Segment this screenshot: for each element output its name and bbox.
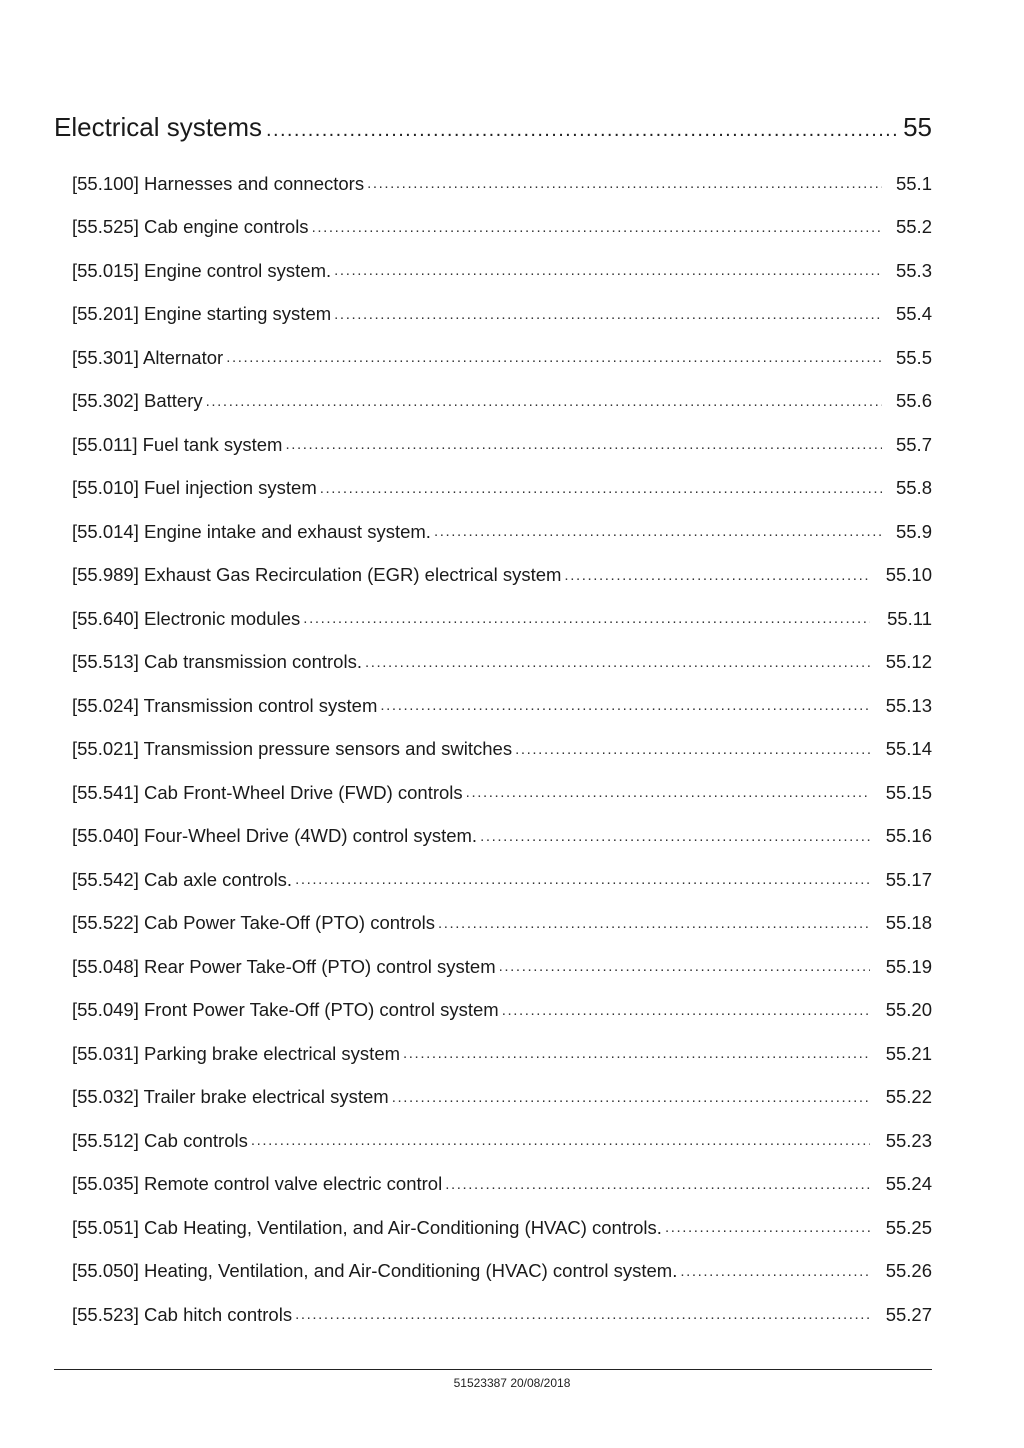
dot-leader: [365, 654, 870, 671]
toc-entry-page: 55.7: [895, 433, 932, 455]
dot-leader: [392, 1089, 870, 1106]
toc-entry-page: 55.26: [885, 1260, 932, 1282]
toc-entry[interactable]: [72, 902, 932, 946]
dot-leader: [480, 828, 870, 845]
toc-entry[interactable]: [72, 945, 932, 989]
section-heading[interactable]: [54, 112, 932, 150]
toc-entry[interactable]: [72, 162, 932, 206]
toc-entry-label: [55.035] Remote control valve electric control: [72, 1173, 443, 1195]
toc-entry-page: 55.16: [885, 825, 932, 847]
dot-leader: [403, 1045, 870, 1062]
toc-entry[interactable]: [72, 1206, 932, 1250]
dot-leader: [466, 784, 870, 801]
dot-leader: [438, 915, 870, 932]
toc-entry-page: 55.11: [887, 607, 932, 629]
dot-leader: [320, 480, 882, 497]
toc-entry-label: [55.050] Heating, Ventilation, and Air-Conditioning (HVAC) control system.: [72, 1260, 678, 1282]
toc-entry-page: 55.4: [895, 303, 932, 325]
toc-entry[interactable]: [72, 989, 932, 1033]
toc-entry[interactable]: [72, 380, 932, 424]
toc-entry[interactable]: [72, 1293, 932, 1337]
toc-entry-page: 55.5: [895, 346, 932, 368]
toc-entry-label: [55.051] Cab Heating, Ventilation, and Air-Conditioning (HVAC) controls.: [72, 1216, 662, 1238]
toc-entry-page: 55.6: [895, 390, 932, 412]
toc-entry-page: 55.15: [885, 781, 932, 803]
dot-leader: [312, 219, 882, 236]
dot-leader: [434, 523, 882, 540]
dot-leader: [665, 1219, 870, 1236]
toc-entry-page: 55.13: [885, 694, 932, 716]
dot-leader: [334, 306, 882, 323]
toc-entry[interactable]: [72, 1250, 932, 1294]
toc-entry-page: 55.21: [885, 1042, 932, 1064]
dot-leader: [251, 1132, 870, 1149]
dot-leader: [226, 349, 882, 366]
toc-entry-label: [55.302] Battery: [72, 390, 203, 412]
section-title: Electrical systems: [54, 112, 263, 142]
toc-entry[interactable]: [72, 293, 932, 337]
dot-leader: [206, 393, 882, 410]
toc-entry-page: 55.19: [885, 955, 932, 977]
dot-leader: [285, 436, 882, 453]
toc-entry-page: 55.2: [895, 216, 932, 238]
toc-entry[interactable]: [72, 554, 932, 598]
dot-leader: [295, 871, 870, 888]
toc-entry-page: 55.18: [885, 912, 932, 934]
toc-entry-label: [55.201] Engine starting system: [72, 303, 332, 325]
toc-entry-label: [55.031] Parking brake electrical system: [72, 1042, 401, 1064]
toc-entry-page: 55.17: [885, 868, 932, 890]
toc-entry-label: [55.541] Cab Front-Wheel Drive (FWD) controls: [72, 781, 463, 803]
toc-entry-label: [55.525] Cab engine controls: [72, 216, 309, 238]
toc-entry-label: [55.032] Trailer brake electrical system: [72, 1086, 389, 1108]
dot-leader: [334, 262, 882, 279]
footer-divider: [54, 1369, 932, 1370]
toc-entry-label: [55.542] Cab axle controls.: [72, 868, 293, 890]
toc-entry-label: [55.024] Transmission control system: [72, 694, 378, 716]
toc-entry[interactable]: [72, 1076, 932, 1120]
dot-leader: [303, 610, 870, 627]
toc-entry[interactable]: [72, 858, 932, 902]
toc-entry[interactable]: [72, 249, 932, 293]
dot-leader: [515, 741, 870, 758]
toc-entry[interactable]: [72, 684, 932, 728]
toc-entry[interactable]: [72, 597, 932, 641]
toc-entry[interactable]: [72, 467, 932, 511]
toc-entry[interactable]: [72, 206, 932, 250]
toc-entry[interactable]: [72, 1163, 932, 1207]
toc-entry-label: [55.014] Engine intake and exhaust system.: [72, 520, 431, 542]
toc-entry[interactable]: [72, 641, 932, 685]
dot-leader: [680, 1263, 870, 1280]
toc-entry-label: [55.522] Cab Power Take-Off (PTO) controls: [72, 912, 435, 934]
footer-doc-id-date: 51523387 20/08/2018: [453, 1376, 571, 1390]
toc-entry-page: 55.9: [895, 520, 932, 542]
toc-entry-label: [55.513] Cab transmission controls.: [72, 651, 362, 673]
dot-leader: [502, 1002, 870, 1019]
toc-entry[interactable]: [72, 771, 932, 815]
dot-leader: [295, 1306, 870, 1323]
toc-entry-label: [55.523] Cab hitch controls: [72, 1303, 293, 1325]
toc-entry-page: 55.27: [885, 1303, 932, 1325]
toc-entry-page: 55.20: [885, 999, 932, 1021]
toc-entry[interactable]: [72, 1119, 932, 1163]
toc-entry-page: 55.25: [885, 1216, 932, 1238]
toc-entry-page: 55.3: [895, 259, 932, 281]
toc-entry[interactable]: [72, 815, 932, 859]
toc-entry[interactable]: [72, 510, 932, 554]
toc-entry-page: 55.10: [885, 564, 932, 586]
dot-leader: [564, 567, 870, 584]
dot-leader: [380, 697, 870, 714]
toc-entry-page: 55.8: [895, 477, 932, 499]
toc-entry[interactable]: [72, 336, 932, 380]
toc-entry-label: [55.640] Electronic modules: [72, 607, 301, 629]
dot-leader: [367, 175, 882, 192]
toc-entry-page: 55.24: [885, 1173, 932, 1195]
toc-entry-label: [55.048] Rear Power Take-Off (PTO) control system: [72, 955, 496, 977]
toc-entry-label: [55.021] Transmission pressure sensors and switches: [72, 738, 513, 760]
toc-entry[interactable]: [72, 423, 932, 467]
toc-entry-label: [55.040] Four-Wheel Drive (4WD) control system.: [72, 825, 478, 847]
toc-entry-page: 55.12: [885, 651, 932, 673]
section-page-number: 55: [903, 112, 932, 142]
toc-entry-label: [55.512] Cab controls: [72, 1129, 248, 1151]
toc-entry-page: 55.1: [895, 172, 932, 194]
toc-entry-label: [55.015] Engine control system.: [72, 259, 332, 281]
dot-leader: [445, 1176, 870, 1193]
toc-entry-label: [55.989] Exhaust Gas Recirculation (EGR) electrical system: [72, 564, 562, 586]
toc-entry-page: 55.14: [885, 738, 932, 760]
toc-entry-label: [55.049] Front Power Take-Off (PTO) control system: [72, 999, 499, 1021]
dot-leader: [499, 958, 870, 975]
dot-leader: [266, 119, 897, 142]
toc-entry-page: 55.22: [885, 1086, 932, 1108]
toc-entry-label: [55.100] Harnesses and connectors: [72, 172, 365, 194]
toc-entry-label: [55.011] Fuel tank system: [72, 433, 283, 455]
toc-list: [72, 162, 932, 1337]
toc-entry-label: [55.301] Alternator: [72, 346, 224, 368]
toc-entry-label: [55.010] Fuel injection system: [72, 477, 317, 499]
toc-entry[interactable]: [72, 728, 932, 772]
toc-entry-page: 55.23: [885, 1129, 932, 1151]
toc-entry[interactable]: [72, 1032, 932, 1076]
